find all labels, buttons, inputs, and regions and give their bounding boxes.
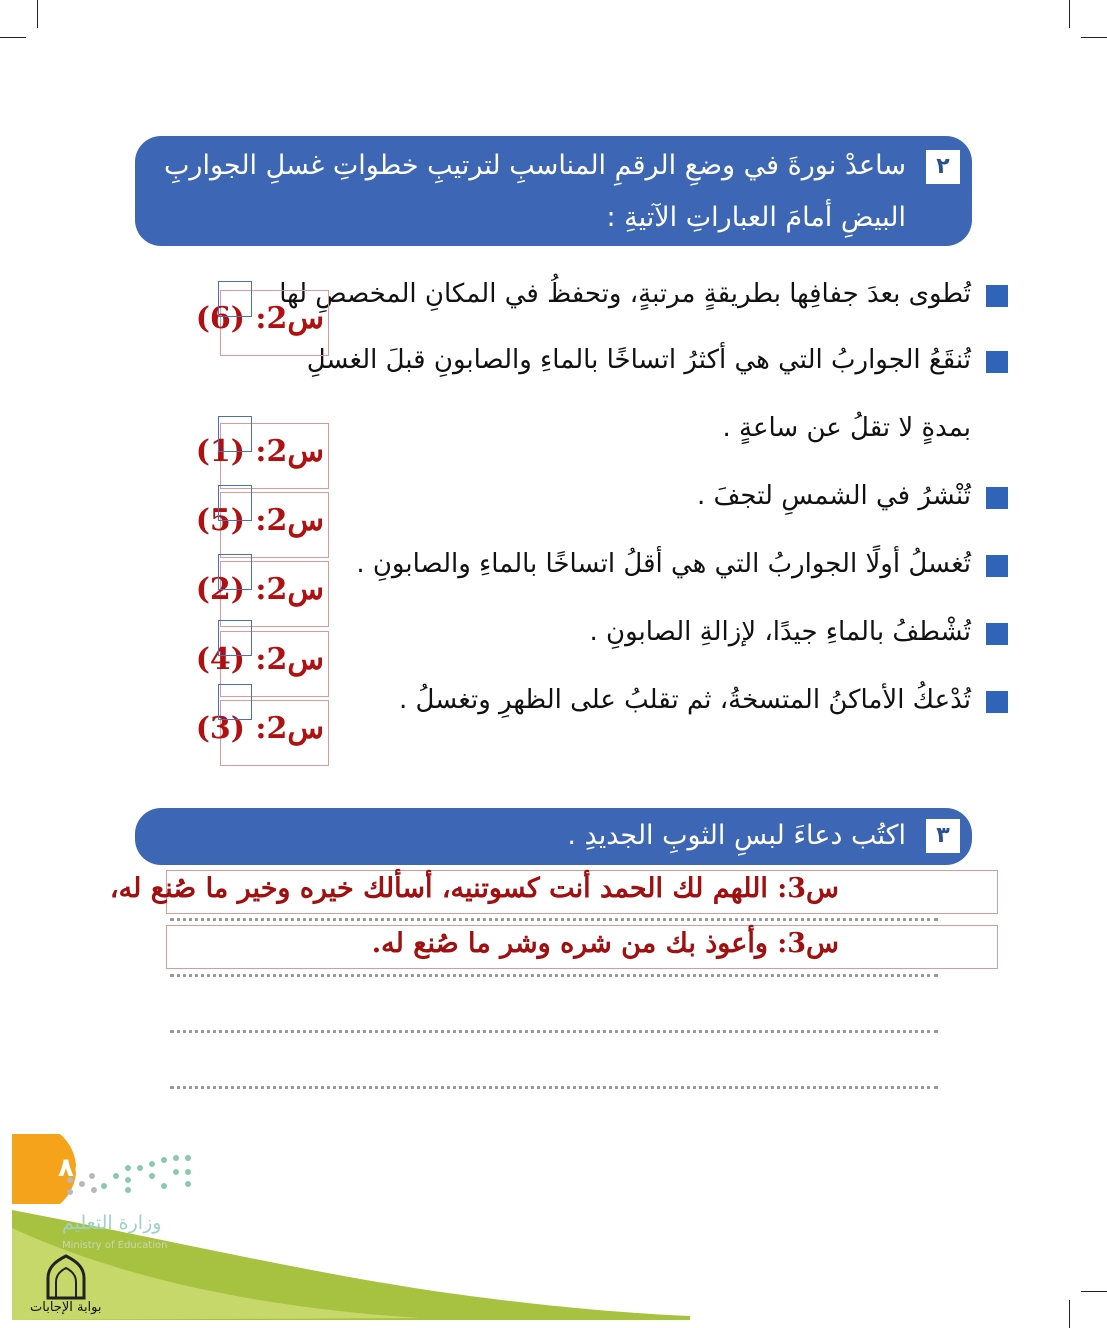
dua-answer-box: س3: وأعوذ بك من شره وشر ما صُنع له. xyxy=(166,925,998,969)
crop-mark xyxy=(1081,37,1107,38)
answer-checkbox[interactable] xyxy=(218,485,252,521)
answer-box: س2: (4) xyxy=(220,631,329,697)
question-number: ٢ xyxy=(926,150,960,184)
step-item: تُطوى بعدَ جفافِها بطريقةٍ مرتبةٍ، وتحفظُ في المكانِ المخصصِ لها xyxy=(279,274,971,314)
writing-line xyxy=(170,918,938,921)
crop-mark xyxy=(0,37,26,38)
square-bullet-icon xyxy=(986,623,1008,645)
answer-box: س2: (1) xyxy=(220,423,329,489)
crop-mark xyxy=(1069,0,1070,28)
ministry-name-ar: وزارة التعليم xyxy=(62,1212,162,1234)
writing-line xyxy=(170,1030,938,1033)
step-continuation: بمدةٍ لا تقلُ عن ساعةٍ . xyxy=(722,413,971,443)
question-text: اكتُب دعاءَ لبسِ الثوبِ الجديدِ . xyxy=(567,820,906,851)
step-item: تُنْشرُ في الشمسِ لتجفَ . xyxy=(697,476,971,516)
writing-line xyxy=(170,974,938,977)
answer-checkbox[interactable] xyxy=(218,554,252,590)
dua-answer-box: س3: اللهم لك الحمد أنت كسوتنيه، أسألك خيره وخير ما صُنع له، xyxy=(166,870,998,914)
answer-box: س2: (2) xyxy=(220,561,329,627)
crop-mark xyxy=(37,0,38,28)
writing-line xyxy=(170,1086,938,1089)
answer-checkbox[interactable] xyxy=(218,620,252,656)
answer-checkbox[interactable] xyxy=(218,416,252,452)
question-text-line-2: البيضِ أمامَ العباراتِ الآتيةِ : xyxy=(606,202,906,233)
step-item: تُغسلُ أولًا الجواربُ التي هي أقلُ اتساخًا بالماءِ والصابونِ . xyxy=(356,544,971,584)
footer-decoration xyxy=(0,1128,1107,1328)
square-bullet-icon xyxy=(986,285,1008,307)
site-label: بوابة الإجابات xyxy=(30,1300,102,1315)
question-2-banner xyxy=(135,136,972,246)
question-number: ٣ xyxy=(926,819,960,853)
question-text-line-1: ساعدْ نورةَ في وضعِ الرقمِ المناسبِ لترتيبِ خطواتِ غسلِ الجواربِ xyxy=(164,150,906,181)
step-item: تُدْعكُ الأماكنُ المتسخةُ، ثم تقلبُ على الظهرِ وتغسلُ . xyxy=(399,680,971,720)
square-bullet-icon xyxy=(986,555,1008,577)
step-item: تُنقَعُ الجواربُ التي هي أكثرُ اتساخًا بالماءِ والصابونِ قبلَ الغسلِ xyxy=(307,340,971,380)
square-bullet-icon xyxy=(986,691,1008,713)
square-bullet-icon xyxy=(986,351,1008,373)
answer-checkbox[interactable] xyxy=(218,281,252,317)
square-bullet-icon xyxy=(986,487,1008,509)
answer-box: س2: (5) xyxy=(220,492,329,558)
question-3-banner xyxy=(135,808,972,865)
answer-checkbox[interactable] xyxy=(218,684,252,720)
answer-box: س2: (3) xyxy=(220,700,329,766)
answer-box: س2: (6) xyxy=(220,290,329,356)
ministry-name-en: Ministry of Education xyxy=(62,1240,168,1251)
page-number: ٨٥ xyxy=(58,1153,90,1183)
step-item: تُشْطفُ بالماءِ جيدًا، لإزالةِ الصابونِ . xyxy=(589,612,971,652)
